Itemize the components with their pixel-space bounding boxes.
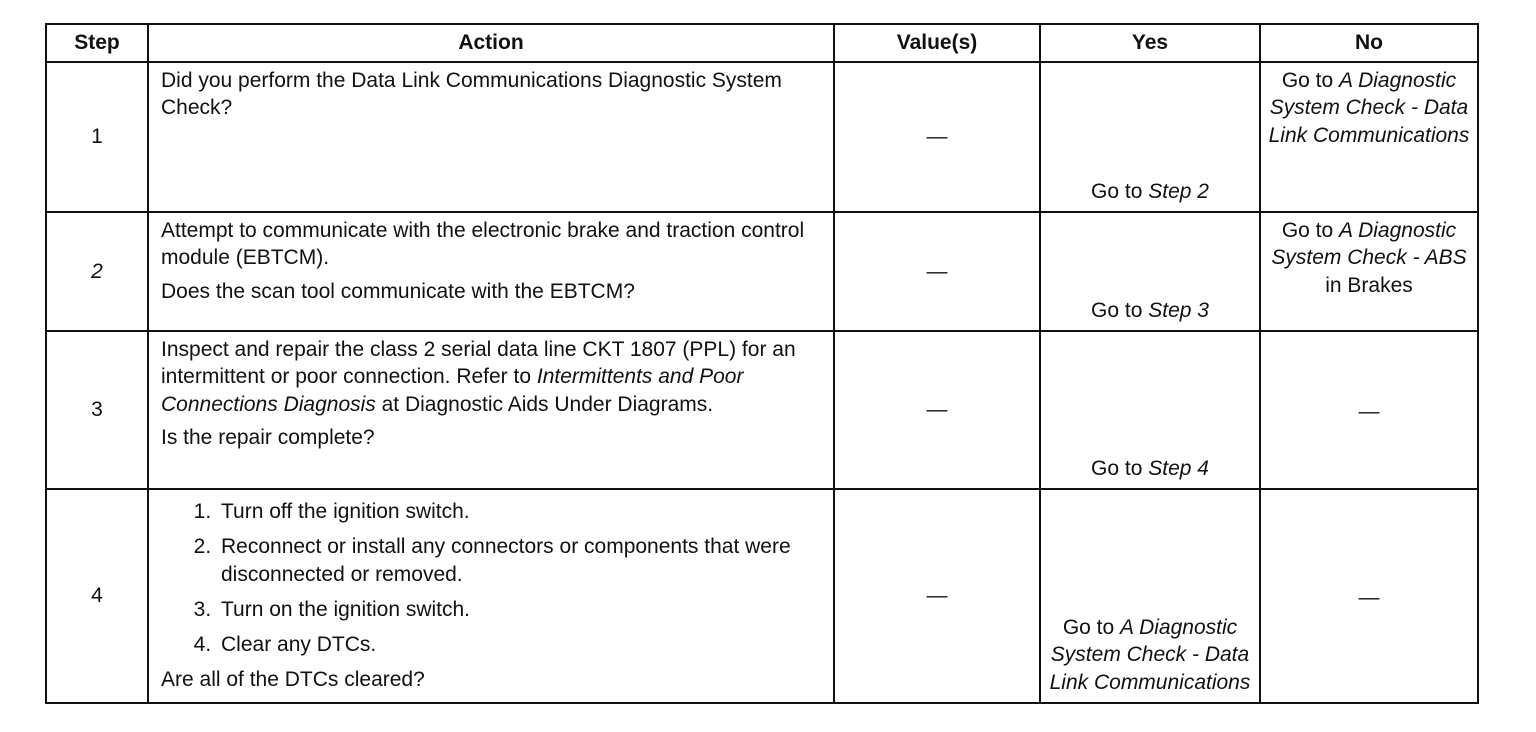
list-item: 3. Turn on the ignition switch. [217, 596, 821, 623]
value-cell: — [834, 62, 1040, 212]
header-no: No [1260, 24, 1478, 62]
list-item: 1. Turn off the ignition switch. [217, 498, 821, 525]
action-cell [148, 62, 834, 212]
action-link[interactable]: Intermittents and Poor Connections Diagnosis [161, 365, 744, 416]
action-text: Did you perform the Data Link Communications Diagnostic System Check? [161, 69, 782, 120]
yes-cell [1040, 62, 1260, 212]
header-values: Value(s) [834, 24, 1040, 62]
diagnostic-table [45, 23, 1479, 704]
no-prefix: Go to [1281, 69, 1340, 92]
action-text: Attempt to communicate with the electronic brake and traction control module (EBTCM). [161, 219, 805, 270]
value-cell: — [834, 331, 1040, 489]
no-link[interactable]: A Diagnostic System Check - Data Link Communications [1268, 69, 1470, 147]
no-prefix: Go to [1281, 219, 1340, 242]
action-question: Are all of the DTCs cleared? [161, 668, 425, 692]
value-cell: — [834, 489, 1040, 703]
header-step: Step [46, 24, 148, 62]
value-cell: — [834, 212, 1040, 331]
yes-link[interactable]: Step 4 [1148, 456, 1209, 480]
no-cell [1260, 62, 1478, 212]
table-row [46, 212, 1478, 331]
no-link[interactable]: A Diagnostic System Check - ABS [1271, 219, 1467, 270]
table-row [46, 331, 1478, 489]
yes-cell [1040, 489, 1260, 703]
yes-link[interactable]: Step 3 [1148, 298, 1209, 322]
list-item: 2. Reconnect or install any connectors or components that were disconnected or removed. [217, 533, 821, 588]
action-question: Is the repair complete? [161, 425, 375, 449]
table-row [46, 62, 1478, 212]
table-row [46, 489, 1478, 703]
yes-prefix: Go to [1091, 298, 1149, 322]
procedure-list [161, 498, 821, 658]
action-cell [148, 212, 834, 331]
no-cell: — [1260, 489, 1478, 703]
header-row [46, 24, 1478, 62]
yes-prefix: Go to [1062, 616, 1121, 640]
action-cell [148, 331, 834, 489]
yes-cell [1040, 212, 1260, 331]
yes-link[interactable]: A Diagnostic System Check - Data Link Communications [1049, 616, 1251, 694]
action-cell [148, 489, 834, 703]
yes-prefix: Go to [1091, 456, 1149, 480]
step-number: 3 [46, 331, 148, 489]
no-cell: — [1260, 331, 1478, 489]
header-action: Action [148, 24, 834, 62]
action-text: Inspect and repair the class 2 serial data line CKT 1807 (PPL) for an intermittent or poor connection. Refer to Intermittents and Poor Connections Diagnosis at Diagnostic Aids Under Diagrams. [161, 338, 796, 416]
yes-link[interactable]: Step 2 [1148, 179, 1209, 203]
no-cell [1260, 212, 1478, 331]
yes-prefix: Go to [1091, 179, 1149, 203]
yes-cell [1040, 331, 1260, 489]
step-number: 2 [46, 212, 148, 331]
step-number: 1 [46, 62, 148, 212]
action-question: Does the scan tool communicate with the EBTCM? [161, 279, 635, 303]
header-yes: Yes [1040, 24, 1260, 62]
list-item: 4. Clear any DTCs. [217, 631, 821, 658]
step-number: 4 [46, 489, 148, 703]
no-suffix: in Brakes [1325, 273, 1413, 297]
